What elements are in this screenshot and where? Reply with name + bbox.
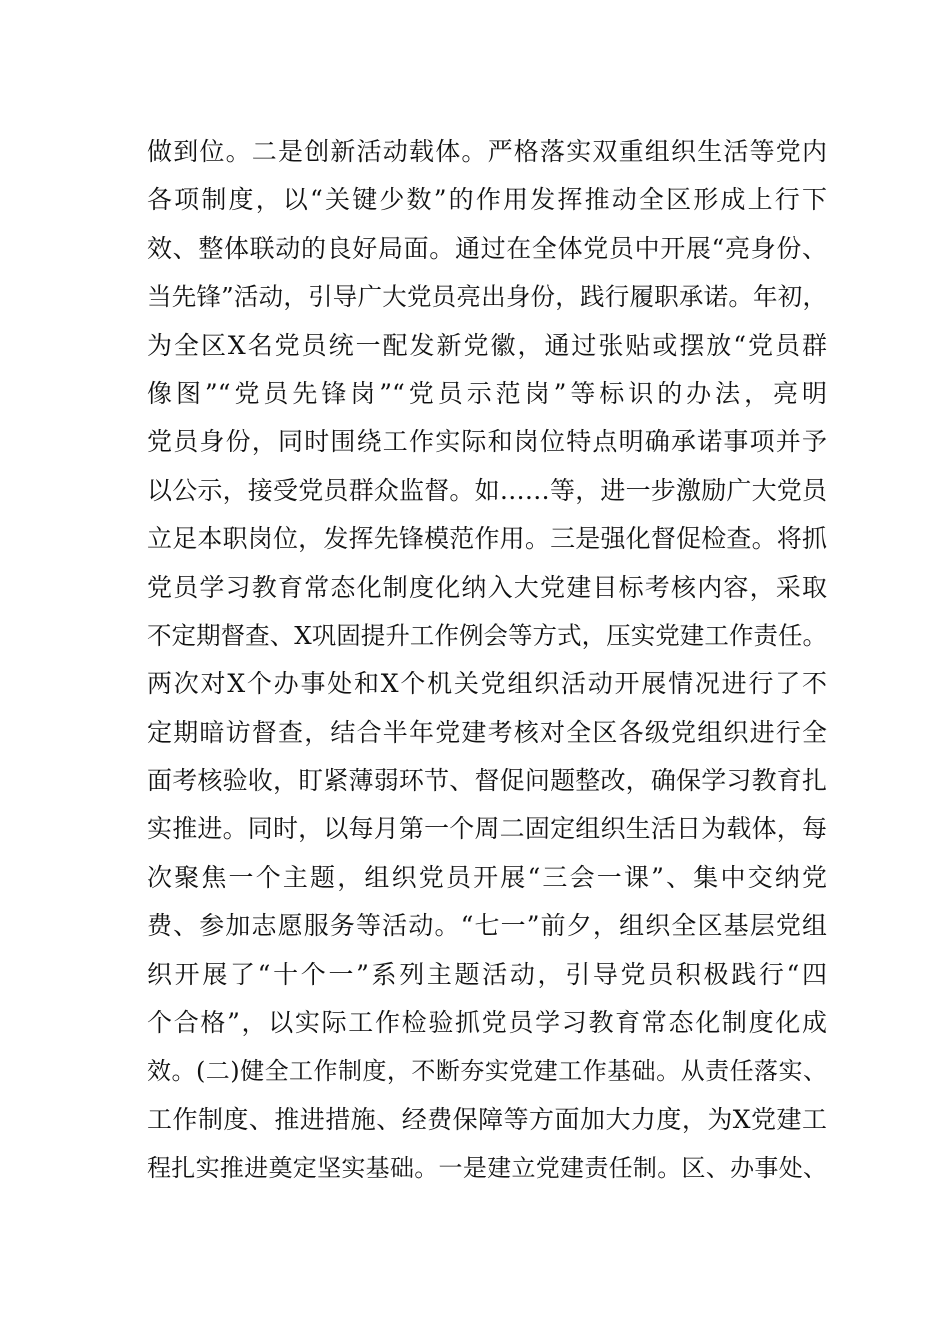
text-line: 效、整体联动的良好局面。通过在全体党员中开展“亮身份、 xyxy=(147,233,827,263)
text-line: 当先锋”活动，引导广大党员亮出身份，践行履职承诺。年初， xyxy=(147,282,827,312)
text-line: 像图”“党员先锋岗”“党员示范岗”等标识的办法，亮明 xyxy=(147,378,827,408)
text-line: 做到位。二是创新活动载体。严格落实双重组织生活等党内 xyxy=(147,137,827,166)
text-line: 党员身份，同时围绕工作实际和岗位特点明确承诺事项并予 xyxy=(147,427,827,457)
text-line: 两次对X个办事处和X个机关党组织活动开展情况进行了不 xyxy=(147,669,827,699)
text-line: 实推进。同时，以每月第一个周二固定组织生活日为载体，每 xyxy=(147,814,827,844)
text-line: 面考核验收，盯紧薄弱环节、督促问题整改，确保学习教育扎 xyxy=(147,766,827,796)
text-line: 次聚焦一个主题，组织党员开展“三会一课”、集中交纳党 xyxy=(147,862,827,892)
text-line: 各项制度，以“关键少数”的作用发挥推动全区形成上行下 xyxy=(147,185,827,215)
text-line: 不定期督查、X巩固提升工作例会等方式，压实党建工作责任。 xyxy=(147,620,827,650)
text-line: 效。(二)健全工作制度，不断夯实党建工作基础。从责任落实、 xyxy=(147,1057,827,1086)
text-line: 织开展了“十个一”系列主题活动，引导党员积极践行“四 xyxy=(147,959,827,989)
text-line: 立足本职岗位，发挥先锋模范作用。三是强化督促检查。将抓 xyxy=(147,524,827,554)
body-paragraph xyxy=(147,128,827,1193)
text-line: 定期暗访督查，结合半年党建考核对全区各级党组织进行全 xyxy=(147,717,827,747)
text-line: 程扎实推进奠定坚实基础。一是建立党建责任制。区、办事处、 xyxy=(147,1154,827,1183)
text-line: 以公示，接受党员群众监督。如……等，进一步激励广大党员 xyxy=(147,475,827,505)
text-line: 党员学习教育常态化制度化纳入大党建目标考核内容，采取 xyxy=(147,572,827,602)
text-line: 为全区X名党员统一配发新党徽，通过张贴或摆放“党员群 xyxy=(147,330,827,360)
text-line: 工作制度、推进措施、经费保障等方面加大力度，为X党建工 xyxy=(147,1104,827,1134)
text-line: 费、参加志愿服务等活动。“七一”前夕，组织全区基层党组 xyxy=(147,911,827,941)
text-line: 个合格”，以实际工作检验抓党员学习教育常态化制度化成 xyxy=(147,1008,827,1038)
